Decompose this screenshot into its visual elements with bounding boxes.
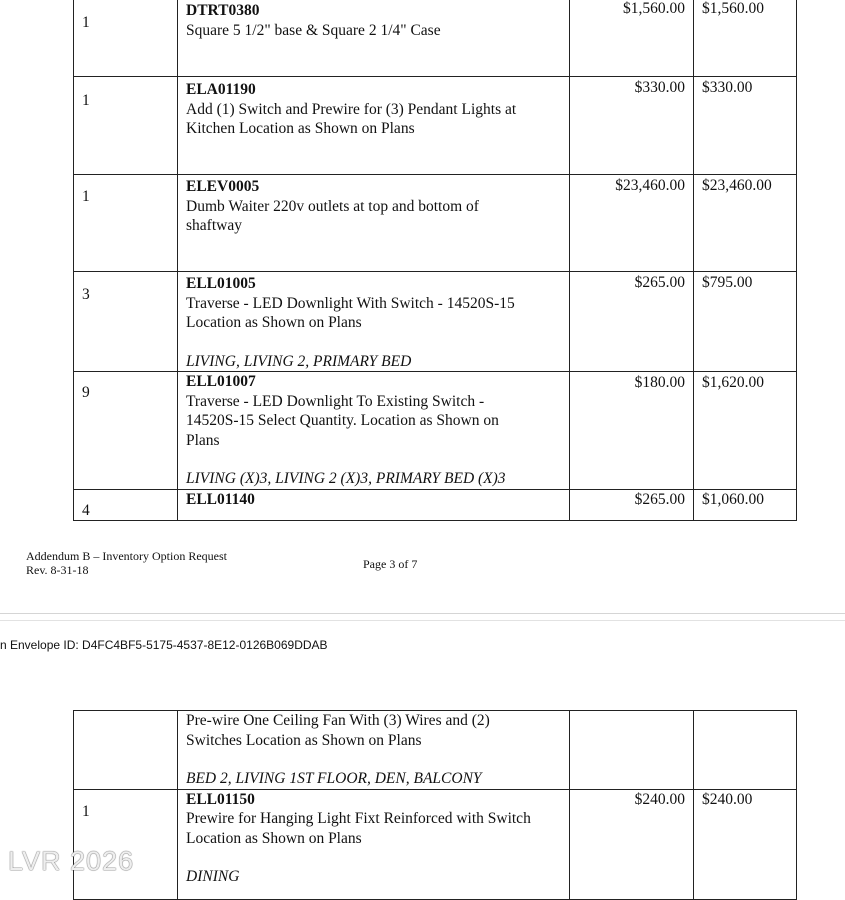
option-table-page-3 — [73, 0, 797, 521]
unit-price-cell — [570, 711, 694, 790]
total-price-cell: $1,620.00 — [694, 372, 797, 490]
location-note: LIVING, LIVING 2, PRIMARY BED — [186, 352, 412, 370]
option-code: DTRT0380 — [186, 2, 260, 19]
option-code: ELA01190 — [186, 81, 256, 98]
description-line: Location as Shown on Plans — [186, 314, 362, 331]
unit-price-cell: $1,560.00 — [570, 0, 694, 77]
total-price-cell — [694, 711, 797, 790]
option-code: ELEV0005 — [186, 178, 260, 195]
qty-cell: 1 — [74, 77, 178, 175]
description-line: Switches Location as Shown on Plans — [186, 731, 422, 749]
description-line: Traverse - LED Downlight With Switch - 14520S-15 — [186, 294, 515, 312]
description-cell — [178, 489, 570, 521]
description-cell — [178, 372, 570, 490]
page-footer-document-info — [26, 549, 227, 577]
table-row — [74, 77, 797, 175]
unit-price-cell: $265.00 — [570, 489, 694, 521]
revision-label: Rev. 8-31-18 — [26, 563, 89, 577]
option-code: ELL01007 — [186, 373, 256, 390]
qty-cell: 1 — [74, 0, 178, 77]
location-note: LIVING (X)3, LIVING 2 (X)3, PRIMARY BED (X)3 — [186, 470, 506, 487]
description-line: shaftway — [186, 217, 242, 234]
total-price-cell: $240.00 — [694, 789, 797, 899]
option-table-page-4 — [73, 710, 797, 900]
description-cell — [178, 0, 570, 77]
description-line: Kitchen Location as Shown on Plans — [186, 120, 415, 137]
qty-cell: 1 — [74, 175, 178, 272]
description-cell — [178, 711, 570, 790]
qty-cell: 9 — [74, 372, 178, 490]
document-title: Addendum B – Inventory Option Request — [26, 549, 227, 563]
total-price-cell: $795.00 — [694, 272, 797, 372]
description-cell — [178, 789, 570, 899]
total-price-cell: $1,060.00 — [694, 489, 797, 521]
unit-price-cell: $240.00 — [570, 789, 694, 899]
description-line: Plans — [186, 431, 220, 449]
qty-cell — [74, 711, 178, 790]
description-cell — [178, 175, 570, 272]
qty-cell: 1 — [74, 789, 178, 899]
location-note: BED 2, LIVING 1ST FLOOR, DEN, BALCONY — [186, 770, 482, 787]
listing-watermark: LVR 2026 — [8, 846, 135, 876]
description-line: Square 5 1/2" base & Square 2 1/4" Case — [186, 21, 441, 39]
option-code: ELL01140 — [186, 490, 255, 508]
option-code: ELL01150 — [186, 790, 255, 808]
unit-price-cell: $330.00 — [570, 77, 694, 175]
description-cell — [178, 77, 570, 175]
description-line: 14520S-15 Select Quantity. Location as Shown on — [186, 412, 499, 429]
location-note: DINING — [186, 868, 240, 885]
page-divider — [0, 613, 845, 614]
description-cell — [178, 272, 570, 372]
description-line: Add (1) Switch and Prewire for (3) Pendant Lights at — [186, 100, 517, 118]
description-line: Prewire for Hanging Light Fixt Reinforced with Switch — [186, 810, 531, 827]
table-row — [74, 272, 797, 372]
total-price-cell: $23,460.00 — [694, 175, 797, 272]
table-row — [74, 789, 797, 899]
page-number: Page 3 of 7 — [363, 557, 418, 571]
table-row — [74, 372, 797, 490]
page-divider — [0, 620, 845, 621]
qty-cell: 4 — [74, 489, 178, 521]
envelope-id: n Envelope ID: D4FC4BF5-5175-4537-8E12-0126B069DDAB — [0, 638, 328, 652]
unit-price-cell: $23,460.00 — [570, 175, 694, 272]
qty-cell: 3 — [74, 272, 178, 372]
option-code: ELL01005 — [186, 275, 256, 292]
description-line: Traverse - LED Downlight To Existing Switch - — [186, 392, 485, 410]
description-line: Location as Shown on Plans — [186, 829, 362, 847]
unit-price-cell: $180.00 — [570, 372, 694, 490]
description-line: Pre-wire One Ceiling Fan With (3) Wires and (2) — [186, 712, 490, 729]
description-line: Dumb Waiter 220v outlets at top and bottom of — [186, 197, 479, 215]
table-row — [74, 0, 797, 77]
unit-price-cell: $265.00 — [570, 272, 694, 372]
total-price-cell: $330.00 — [694, 77, 797, 175]
total-price-cell: $1,560.00 — [694, 0, 797, 77]
table-row — [74, 711, 797, 790]
table-row — [74, 489, 797, 521]
table-row — [74, 175, 797, 272]
